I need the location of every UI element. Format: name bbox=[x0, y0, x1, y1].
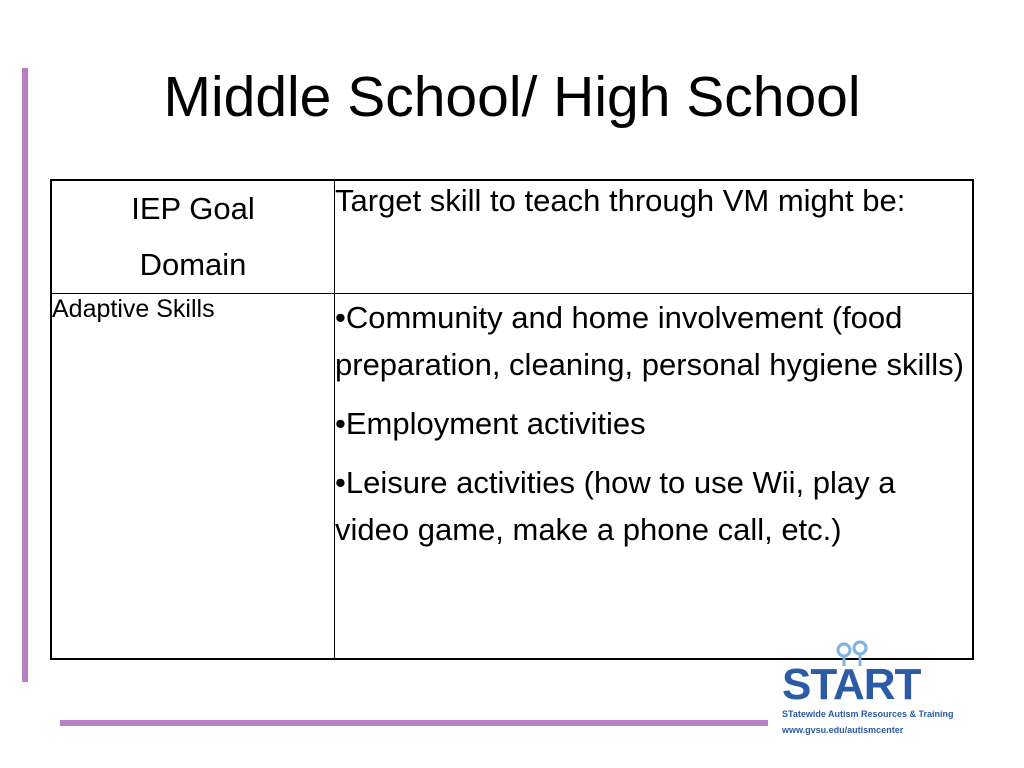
bullet-item: •Community and home involvement (food preparation, cleaning, personal hygiene skills) bbox=[335, 300, 964, 382]
start-logo bbox=[782, 640, 954, 740]
table-row bbox=[51, 294, 973, 659]
slide-title: Middle School/ High School bbox=[163, 65, 861, 129]
bottom-accent-bar bbox=[60, 720, 768, 726]
header-domain-line2: Domain bbox=[139, 247, 247, 282]
bullet-item: •Leisure activities (how to use Wii, play a video game, make a phone call, etc.) bbox=[335, 465, 896, 547]
header-target-cell: Target skill to teach through VM might be: bbox=[335, 180, 974, 294]
bullet-item: •Employment activities bbox=[335, 406, 646, 441]
logo-url: www.gvsu.edu/autismcenter bbox=[782, 725, 904, 735]
goals-table bbox=[50, 179, 974, 660]
target-skills-cell bbox=[335, 294, 974, 659]
table-header-row bbox=[51, 180, 973, 294]
header-domain-line1: IEP Goal bbox=[131, 191, 255, 226]
logo-word: START bbox=[782, 660, 921, 709]
header-domain-cell bbox=[51, 180, 335, 294]
logo-subtitle: STatewide Autism Resources & Training bbox=[782, 709, 954, 719]
left-accent-bar bbox=[22, 68, 28, 682]
domain-cell: Adaptive Skills bbox=[51, 294, 335, 659]
